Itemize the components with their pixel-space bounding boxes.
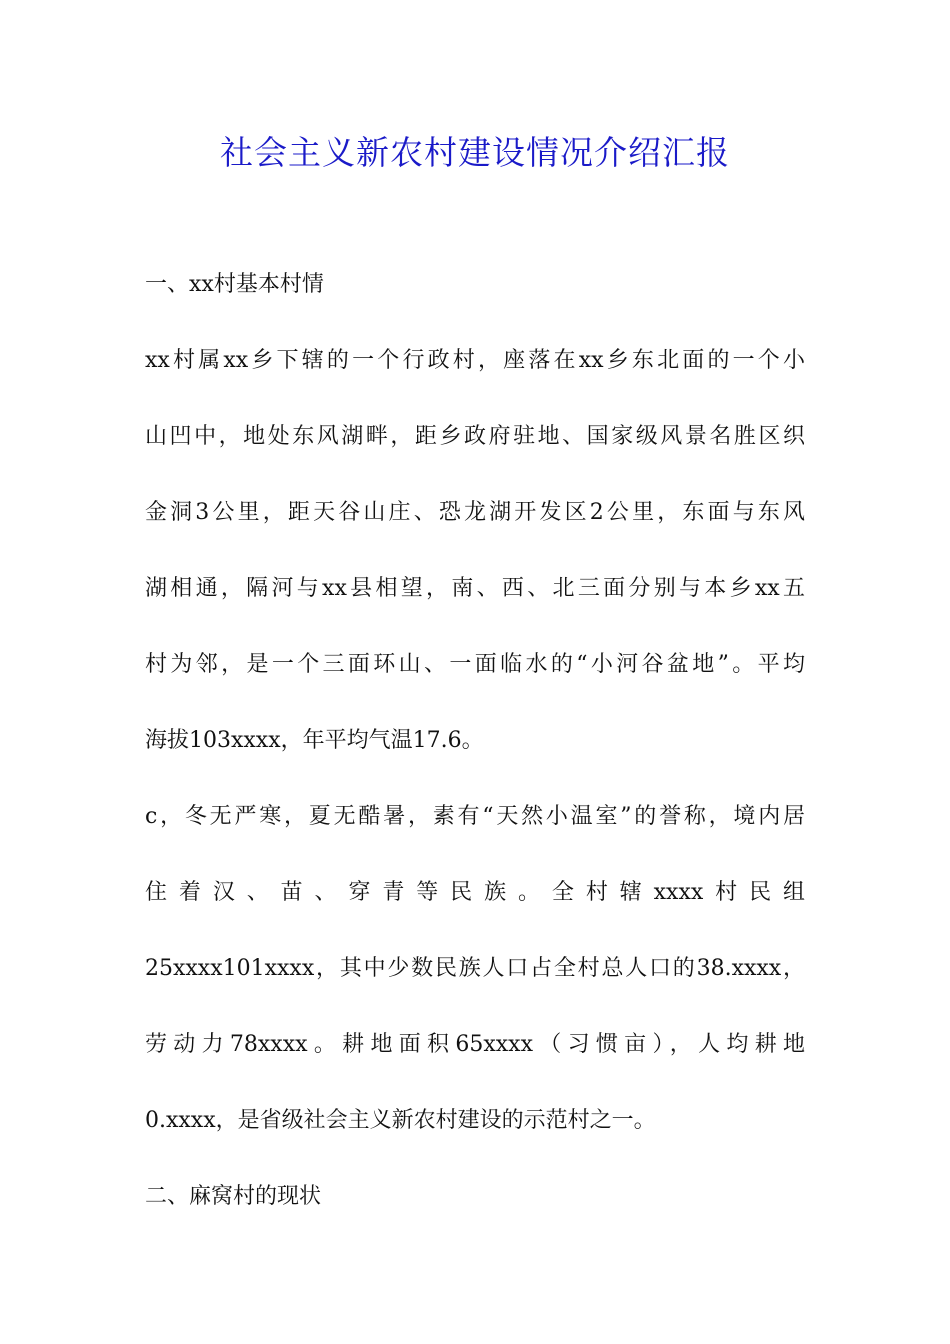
paragraph-line: 村为邻，是一个三面环山、一面临水的“小河谷盆地”。平均	[145, 652, 805, 677]
paragraph-line: 劳动力78xxxx。耕地面积65xxxx（习惯亩），人均耕地	[145, 1032, 805, 1057]
paragraph-line: 金洞3公里，距天谷山庄、恐龙湖开发区2公里，东面与东风	[145, 500, 805, 525]
paragraph-line: c，冬无严寒，夏无酷暑，素有“天然小温室”的誉称，境内居	[145, 804, 805, 829]
document-title: 社会主义新农村建设情况介绍汇报	[220, 133, 730, 172]
paragraph-line: 0.xxxx，是省级社会主义新农村建设的示范村之一。	[145, 1108, 656, 1133]
section-heading-2: 二、麻窝村的现状	[145, 1184, 322, 1209]
paragraph-line: 山凹中，地处东风湖畔，距乡政府驻地、国家级风景名胜区织	[145, 424, 805, 449]
paragraph-line: 住着汉、苗、穿青等民族。全村辖xxxx村民组	[145, 880, 805, 905]
section-heading-1: 一、xx村基本村情	[145, 272, 324, 297]
document-body	[145, 266, 805, 1254]
paragraph-line: xx村属xx乡下辖的一个行政村，座落在xx乡东北面的一个小	[145, 348, 805, 373]
paragraph-line: 湖相通，隔河与xx县相望，南、西、北三面分别与本乡xx五	[145, 576, 805, 601]
paragraph-line: 25xxxx101xxxx，其中少数民族人口占全村总人口的38.xxxx，	[145, 956, 805, 981]
paragraph-line: 海拔103xxxx，年平均气温17.6。	[145, 728, 484, 753]
